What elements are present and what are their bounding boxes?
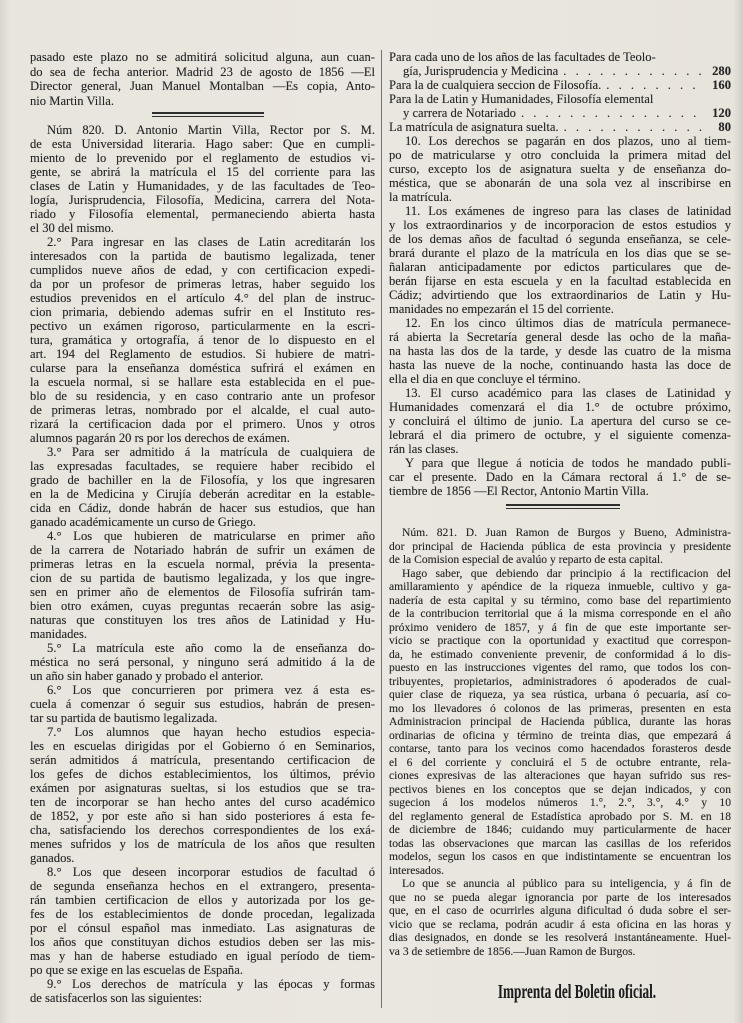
text-line: clases de Latin y Humanidades, y de las facultades de Teo- (30, 179, 375, 193)
text-line: la matrícula. (389, 190, 452, 204)
notice-820-paragraph (389, 134, 731, 204)
text-line: Lo que se anuncia al público para su inteligencia, y á fin de (402, 877, 731, 890)
text-line: tribuyentes, propietarios, administradores ó apoderados de cual- (389, 674, 731, 688)
notice-820-paragraph (30, 235, 375, 445)
text-line: de segunda enseñanza hechos en el extrangero, presenta- (30, 879, 375, 893)
text-line: méstica no será personal, y ninguno será admitido á la de (30, 655, 375, 669)
text-line: po de matricularse y otro concluida la primera mitad del (389, 148, 731, 162)
text-line: vicio que se reclama, podrán acudir á esta oficina en las horas y (389, 917, 731, 931)
text-line: manidades. (30, 627, 88, 641)
notice-820-continuation (389, 134, 731, 498)
printer-imprint: Imprenta del Boletin oficial. (497, 981, 657, 1003)
text-line: rán tambien certificacion de ellos y autorizada por los ge- (30, 893, 375, 907)
text-line: modelos, segun los casos en que indistintamente se encuentran los (389, 850, 731, 863)
dot-leader (521, 106, 703, 120)
text-line: los gefes de dichos establecimientos, los últimos, prévio (30, 767, 375, 781)
notice-820-paragraph (389, 204, 731, 316)
text-line: próximo venidero de 1857, y á fin de que este importante ser- (389, 620, 731, 634)
text-line: Director general, Juan Manuel Montalban —Es copia, Anto- (30, 79, 375, 93)
text-line: bien otro exámen, cuyas preguntas recaerán sobre las asig- (30, 599, 375, 613)
text-line: Administracion principal de Hacienda pública, durante las horas (389, 715, 731, 728)
fee-label: Para la de Latin y Humanidades, Filosofía elemental (389, 92, 654, 106)
text-line: 13. El curso académico para las clases de Latinidad y (405, 386, 731, 400)
text-line: estudios prevenidos en el artículo 4.° del plan de instruc- (30, 291, 375, 305)
text-line: grado de bachiller en la de Filosofía, y los que ingresaren (30, 473, 375, 487)
notice-820-paragraph (30, 977, 375, 1005)
fee-label: Para la de cualquiera seccion de Filosofía. (389, 78, 602, 92)
text-line: tura, gramática y ortografía, á tenor de lo dispuesto en el (30, 333, 375, 347)
text-line: sen en primer año de elementos de Filosofía sufrirán tam- (30, 585, 375, 599)
text-line: mas y han de haberse estudiado en igual período de tiem- (30, 949, 375, 963)
text-line: rizará la certificacion dada por el primero. Unos y otros (30, 417, 375, 431)
text-line: 10. Los derechos se pagarán en dos plazos, uno al tiem- (405, 134, 731, 148)
text-line: 2.° Para ingresar en las clases de Latin acreditarán los (47, 235, 375, 249)
text-line: riado y Filosofía elemental, permaneciendo abierta hasta (30, 207, 375, 221)
text-line: do sea de fecha anterior. Madrid 23 de agosto de 1856 —El (30, 64, 375, 79)
notice-820-paragraph (389, 386, 731, 456)
text-line: ordinarias de oficina y término de treinta dias, que empezará á (389, 728, 731, 742)
text-line: manidades no empezarán el 15 del corriente. (389, 302, 614, 316)
notice-820-paragraph (30, 123, 375, 235)
notice-821 (389, 526, 731, 958)
text-line: en la de Medicina y Cirujía deberán acreditar en la estable- (30, 487, 375, 501)
notice-821-paragraph (389, 877, 731, 958)
notice-820-paragraph (30, 641, 375, 683)
dot-leader (606, 78, 703, 92)
fee-row (389, 92, 731, 120)
text-line: na hasta las dos de la tarde, y desde las cuatro de la misma (389, 344, 731, 358)
text-line: ganado académicamente un curso de Griego. (30, 515, 256, 529)
notice-820-paragraph (30, 725, 375, 865)
notice-820-paragraph (30, 683, 375, 725)
text-line: de 1852, y por este año si han sido posteriores á esta fe- (30, 809, 375, 823)
column-divider (381, 50, 382, 1008)
text-line: 11. Los exámenes de ingreso para las clases de latinidad (405, 204, 731, 218)
text-line: puesto en las instrucciones vigentes del ramo, que todos los con- (389, 661, 731, 674)
text-line: va 3 de setiembre de 1856.—Juan Ramon de Burgos. (389, 944, 636, 958)
notice-820-paragraph (389, 316, 731, 386)
text-line: amillaramiento y apéndice de la riqueza inmueble, cultivo y ga- (389, 580, 731, 593)
fee-amount: 120 (712, 106, 731, 120)
text-line: da, he estimado conveniente prevenir, de conformidad á lo dis- (389, 647, 731, 661)
text-line: rán las clases. (389, 442, 459, 456)
fee-amount: 280 (712, 64, 731, 78)
notice-820-paragraph (30, 445, 375, 529)
text-line: nio Martin Villa. (30, 93, 115, 108)
text-line: logía, Jurisprudencia, Filosofía, Medicina, carrera del Nota- (30, 193, 375, 207)
text-line: el 30 del mismo. (30, 221, 114, 235)
fee-label: La matrícula de asignatura suelta. (389, 120, 559, 134)
text-line: cumplidos nueve años de edad, y con certificacion expedi- (30, 263, 375, 277)
text-line: gente, se abrirá la matrícula el 15 del corriente para las (30, 165, 375, 179)
text-line: cha, satisfaciendo los derechos correspondientes de los exá- (30, 823, 375, 837)
text-line: por el cónsul español mas inmediato. Las asignaturas de (30, 921, 375, 935)
text-line: 9.° Los derechos de matrícula y las épocas y formas (47, 977, 375, 991)
fee-row (389, 78, 731, 92)
text-line: naturas que constituyen los tres años de Latinidad y Hu- (30, 613, 375, 627)
text-line: y los extraordinarios y de incorporacion de estos estudios y (389, 218, 731, 232)
text-line: ten de incorporar se han hecho antes del curso académico (30, 795, 375, 809)
text-line: Humanidades comenzará el dia 1.° de octubre próximo, (389, 400, 731, 414)
fee-row (389, 120, 731, 134)
text-line: Núm. 821. D. Juan Ramon de Burgos y Bueno, Administra- (402, 526, 731, 539)
text-line: 3.° Para ser admitido á la matrícula de cualquiera de (47, 445, 375, 459)
dot-leader (564, 120, 703, 134)
text-line: que no se pueda alegar ignorancia por parte de los interesados (389, 890, 731, 904)
text-line: Núm 820. D. Antonio Martin Villa, Rector por S. M. (47, 123, 375, 137)
text-line: tar su partida de bautismo legalizada. (30, 711, 218, 725)
text-line: ella el dia en que concluye el término. (389, 372, 581, 386)
text-line: de primeras letras, nombrado por el alcalde, el cual auto- (30, 403, 375, 417)
text-line: de diciembre de 1846; cuidando muy particularmente de hacer (389, 823, 731, 836)
notice-820-paragraph (30, 865, 375, 977)
section-rule (152, 112, 264, 117)
text-line: po que se exige en las escuelas de España. (30, 963, 243, 977)
notice-821-paragraph (389, 567, 731, 878)
text-line: 12. En los cinco últimos dias de matrícula permanece- (405, 316, 731, 330)
text-line: 7.° Los alumnos que hayan hecho estudios especia- (47, 725, 375, 739)
text-line: curso, excepto los de asignatura suelta y de enseñanza do- (389, 162, 731, 176)
text-line: tiembre de 1856 —El Rector, Antonio Martin Villa. (389, 484, 649, 498)
text-line: los años que constituyan dichos estudios deben ser las mis- (30, 935, 375, 949)
text-line: cion de su partida de bautismo legalizada, y los que ingre- (30, 571, 375, 585)
text-line: ciones expresivas de las alteraciones que hayan sufrido sus res- (389, 769, 731, 782)
fee-label: Para cada uno de los años de las facultades de Teolo- (389, 50, 656, 64)
text-line: fes de los establecimientos de donde procedan, legalizada (30, 907, 375, 921)
text-line: primeras letras en la escuela normal, prévia la presenta- (30, 557, 375, 571)
text-line: 8.° Los que deseen incorporar estudios de facultad ó (47, 865, 375, 879)
fee-amount: 160 (712, 78, 731, 92)
text-line: ganados. (30, 851, 75, 865)
text-line: de los demas años de facultad ó segunda enseñanza, se cele- (389, 232, 731, 246)
fee-label: gía, Jurisprudencia y Medicina (403, 64, 559, 78)
text-line: de la Comision especial de avalúo y reparto de esta capital. (389, 553, 663, 566)
fee-line (389, 64, 731, 78)
text-line: blo de su residencia, y en caso contrario ante un profesor (30, 389, 375, 403)
text-line: menes sufridos y los de matrícula de los años que resulten (30, 837, 375, 851)
text-line: interesados. (389, 863, 445, 877)
text-line: interesados con la partida de bautismo legalizada, tener (30, 249, 375, 263)
fee-label: y carrera de Notariado (403, 106, 516, 120)
text-line: rá abierta la Secretaría general desde las ocho de la maña- (389, 330, 731, 344)
continued-paragraph (30, 50, 375, 108)
text-line: ñalaran anticipadamente por edictos particulares que de- (389, 260, 731, 274)
text-line: un año sin haber ganado y probado el anterior. (30, 669, 264, 683)
text-line: Y para que llegue á noticia de todos he mandado publi- (405, 456, 731, 470)
text-line: la escuela normal, si se hallare esta establecida en el pue- (30, 375, 375, 389)
text-line: de esta Universidad literaria. Hago saber: Que en cumpli- (30, 137, 375, 151)
fee-amount: 80 (718, 120, 731, 134)
section-rule (506, 504, 620, 509)
text-line: brará durante el plazo de la matrícula en los dias que se se- (389, 246, 731, 260)
text-line: todas las observaciones que marcan las casillas de los referidos (389, 836, 731, 850)
text-line: da por un profesor de primeras letras, haber seguido los (30, 277, 375, 291)
notice-820-paragraph (389, 456, 731, 498)
text-line: pasado este plazo no se admitirá solicitud alguna, aun cuan- (30, 50, 375, 64)
text-line: las expresadas facultades, se requiere haber recibido el (30, 459, 375, 473)
text-line: el 6 del corriente y concluirá el 5 de octubre entrante, rela- (389, 755, 731, 769)
text-line: lebrará el dia primero de octubre, y el siguiente comenza- (389, 428, 731, 442)
fee-line (389, 106, 731, 120)
text-line: exámen por asignaturas sueltas, si los estudios que se tra- (30, 781, 375, 795)
notice-820-paragraph (30, 529, 375, 641)
text-line: de la carrera de Notariado habrán de sufrir un exámen de (30, 543, 375, 557)
text-line: Cádiz; advirtiendo que los extraordinarios de Latin y Hu- (389, 288, 731, 302)
text-line: sugecion á los modelos números 1.°, 2.°, 3.°, 4.° y 10 (389, 796, 731, 809)
text-line: contarse, tanto para los vecinos como hacendados forasteros desde (389, 742, 731, 755)
fees-table (389, 50, 731, 134)
text-line: alumnos pagarán 20 rs por los derechos de exámen. (30, 431, 290, 445)
text-line: cuela á comenzar ó seguir sus estudios, habrán de presen- (30, 697, 375, 711)
text-line: pectivos bienes en los conceptos que se dejan indicados, y con (389, 782, 731, 796)
text-line: 5.° La matrícula este año como la de enseñanza do- (47, 641, 375, 655)
dot-leader (563, 64, 703, 78)
text-line: y concluirá el último de junio. La apertura del curso se ce- (389, 414, 731, 428)
text-line: del reglamento general de Estadística aprobado por S. M. en 18 (389, 809, 731, 823)
text-line: méstica, que se abonarán de una sola vez al inscribirse en (389, 176, 731, 190)
text-line: berán fijarse en esta escuela y en la facultad establecida en (389, 274, 731, 288)
text-line: art. 194 del Reglamento de estudios. Si hubiere de matri- (30, 347, 375, 361)
text-line: les en escuelas dirigidas por el Gobierno ó en Seminarios, (30, 739, 375, 753)
fee-line (389, 78, 731, 92)
text-line: cion primaria, debiendo ademas sufrir en el Instituto res- (30, 305, 375, 319)
text-line: quier clase de riqueza, ya sea rústica, urbana ó pecuaria, así co- (389, 688, 731, 701)
text-line: que, en el caso de ocurrirles alguna dificultad ó duda sobre el ser- (389, 904, 731, 917)
text-line: car el presente. Dado en la Cámara rectoral á 1.° de se- (389, 470, 731, 484)
text-line: vicio se practique con la oportunidad y exactitud que correspon- (389, 634, 731, 647)
text-line: 4.° Los que hubieren de matricularse en primer año (47, 529, 375, 543)
text-line: de la contribucion territorial que á la misma corresponde en el año (389, 607, 731, 620)
text-line: nadería de esta capital y su término, como base del repartimiento (389, 593, 731, 607)
text-line: dias designados, en donde se les resolverá instantáneamente. Huel- (389, 931, 731, 944)
notice-820-right-column (389, 50, 731, 498)
text-line: dor principal de Hacienda pública de esta provincia y presidente (389, 539, 731, 553)
text-line: hasta las nueve de la noche, continuando hasta las doce de (389, 358, 731, 372)
notice-821-paragraph (389, 526, 731, 567)
text-line: pectivo un exámen rigoroso, particularmente en la escri- (30, 319, 375, 333)
text-line: cularse para la enseñanza doméstica sufrirá el exámen en (30, 361, 375, 375)
text-line: cida en Cádiz, donde habrán de hacer sus estudios, que han (30, 501, 375, 515)
text-line: miento de lo prevenido por el reglamento de estudios vi- (30, 151, 375, 165)
text-line: 6.° Los que concurrieren por primera vez á esta es- (47, 683, 375, 697)
fee-line (389, 120, 731, 134)
text-line: serán admitidos á matrícula, presentando certificacion de (30, 753, 375, 767)
text-line: mo los llevadores ó colonos de las primeras, presenten en esta (389, 701, 731, 715)
text-line: Hago saber, que debiendo dar principio á la rectificacion del (402, 566, 731, 580)
text-line: de satisfacerlos son las siguientes: (30, 991, 203, 1005)
continued-notice (30, 50, 375, 108)
fee-row (389, 50, 731, 78)
notice-820-left-column (30, 123, 375, 1005)
